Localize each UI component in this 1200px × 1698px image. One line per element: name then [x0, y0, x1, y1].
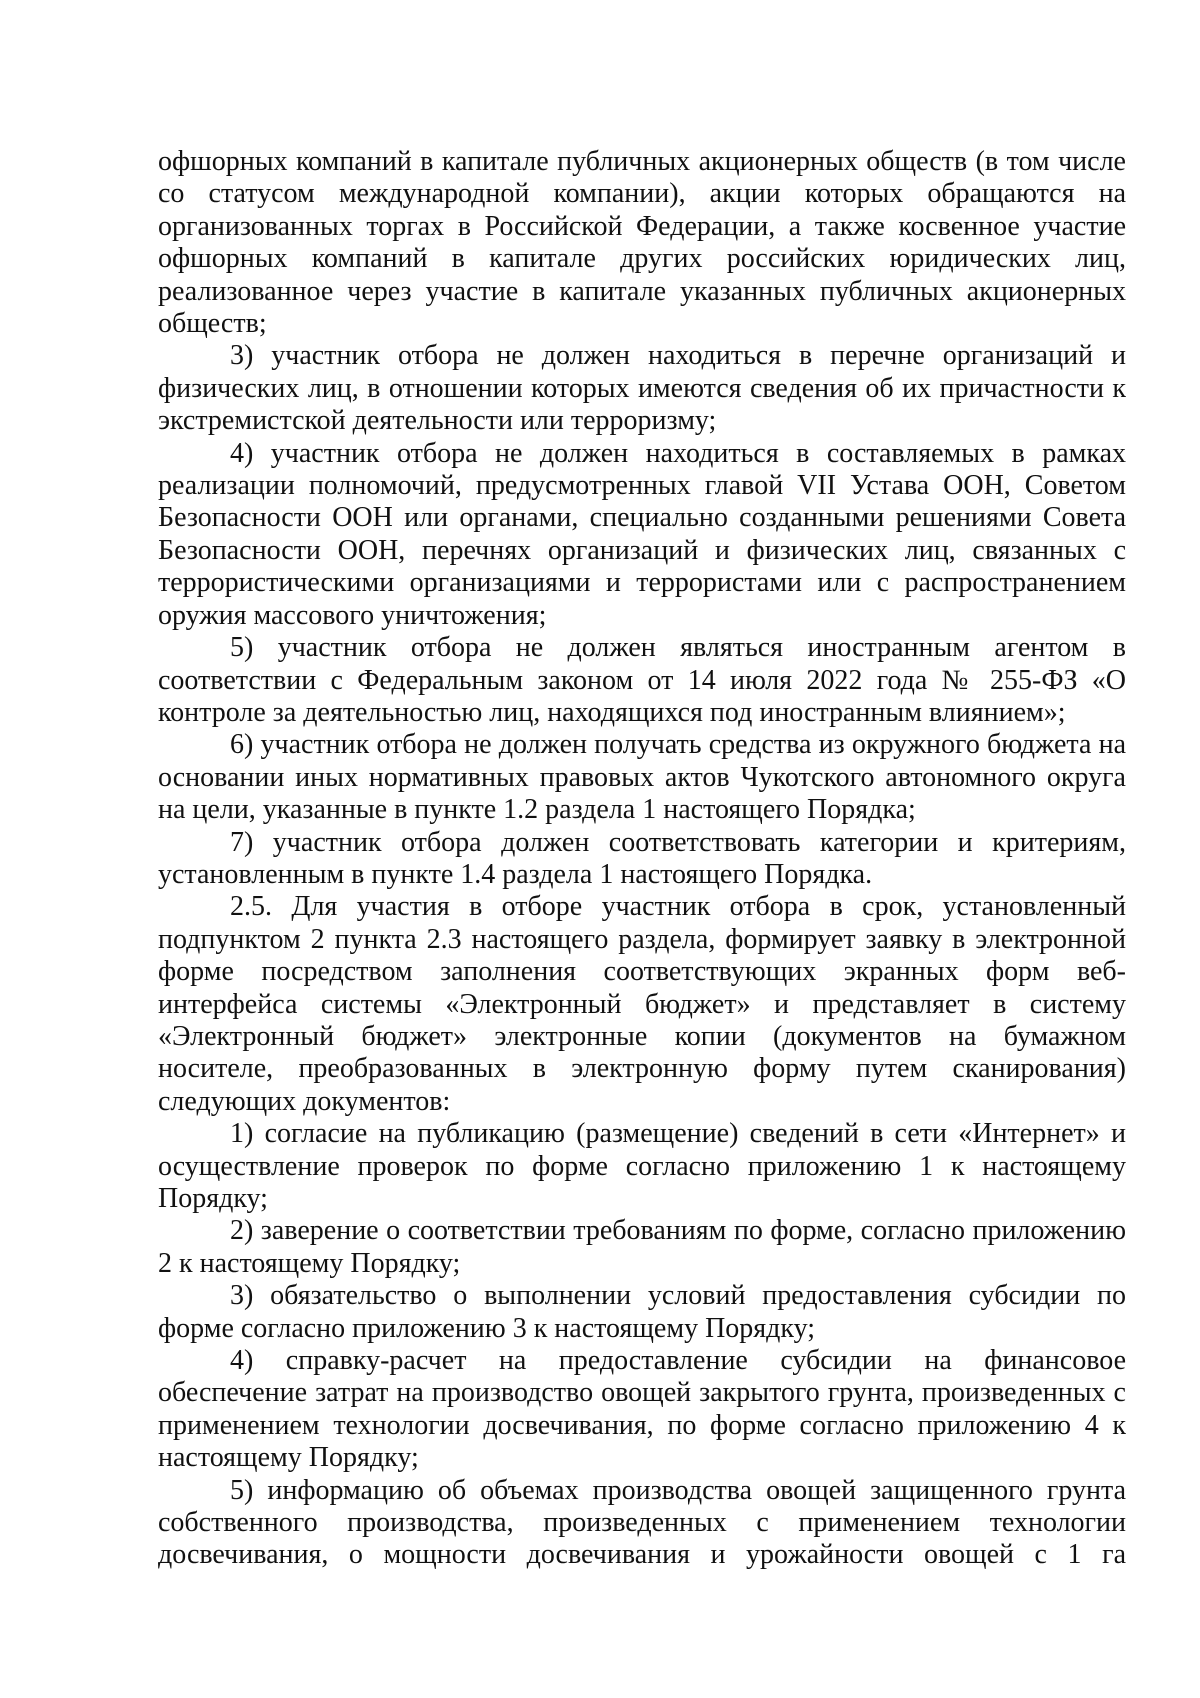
- paragraph-2-5-application: 2.5. Для участия в отборе участник отбора в срок, установленный подпунктом 2 пункта 2.3 настоящего раздела, формирует заявку в электронной форме посредством заполнения соответствующих экранных форм веб-интерфейса системы «Электронный бюджет» и представляет в систему «Электронный бюджет» электронные копии (документов на бумажном носителе, преобразованных в электронную форму путем сканирования) следующих документов:: [158, 891, 1126, 1117]
- paragraph-item-6-budget-funds: 6) участник отбора не должен получать средства из окружного бюджета на основании иных нормативных правовых актов Чукотского автономного округа на цели, указанные в пункте 1.2 раздела 1 настоящего Порядка;: [158, 729, 1126, 826]
- paragraph-offshore-continuation: офшорных компаний в капитале публичных акционерных обществ (в том числе со статусом международной компании), акции которых обращаются на организованных торгах в Российской Федерации, а также косвенное участие офшорных компаний в капитале других российских юридических лиц, реализованное через участие в капитале указанных публичных акционерных обществ;: [158, 146, 1126, 340]
- paragraph-doc-1-consent: 1) согласие на публикацию (размещение) сведений в сети «Интернет» и осуществление проверок по форме согласно приложению 1 к настоящему Порядку;: [158, 1118, 1126, 1214]
- document-page: [158, 146, 1126, 1572]
- paragraph-doc-2-assurance: 2) заверение о соответствии требованиям по форме, согласно приложению 2 к настоящему Порядку;: [158, 1215, 1126, 1279]
- paragraph-doc-4-calculation: 4) справку-расчет на предоставление субсидии на финансовое обеспечение затрат на производство овощей закрытого грунта, произведенных с применением технологии досвечивания, по форме согласно приложению 4 к настоящему Порядку;: [158, 1345, 1126, 1474]
- paragraph-doc-3-obligation: 3) обязательство о выполнении условий предоставления субсидии по форме согласно приложению 3 к настоящему Порядку;: [158, 1280, 1126, 1344]
- paragraph-item-5-foreign-agent: 5) участник отбора не должен являться иностранным агентом в соответствии с Федеральным законом от 14 июля 2022 года № 255-ФЗ «О контроле за деятельностью лиц, находящихся под иностранным влиянием»;: [158, 632, 1126, 728]
- paragraph-doc-5-production-info: 5) информацию об объемах производства овощей защищенного грунта собственного производства, произведенных с применением технологии досвечивания, о мощности досвечивания и урожайности овощей с 1 га: [158, 1474, 1126, 1571]
- paragraph-item-7-criteria: 7) участник отбора должен соответствовать категории и критериям, установленным в пункте 1.4 раздела 1 настоящего Порядка.: [158, 826, 1126, 890]
- paragraph-item-4-un-lists: 4) участник отбора не должен находиться в составляемых в рамках реализации полномочий, предусмотренных главой VII Устава ООН, Советом Безопасности ООН или органами, специально созданными решениями Совета Безопасности ООН, перечнях организаций и физических лиц, связанных с террористическими организациями и террористами или с распространением оружия массового уничтожения;: [158, 437, 1126, 631]
- paragraph-item-3-extremism: 3) участник отбора не должен находиться в перечне организаций и физических лиц, в отношении которых имеются сведения об их причастности к экстремистской деятельности или терроризму;: [158, 340, 1126, 437]
